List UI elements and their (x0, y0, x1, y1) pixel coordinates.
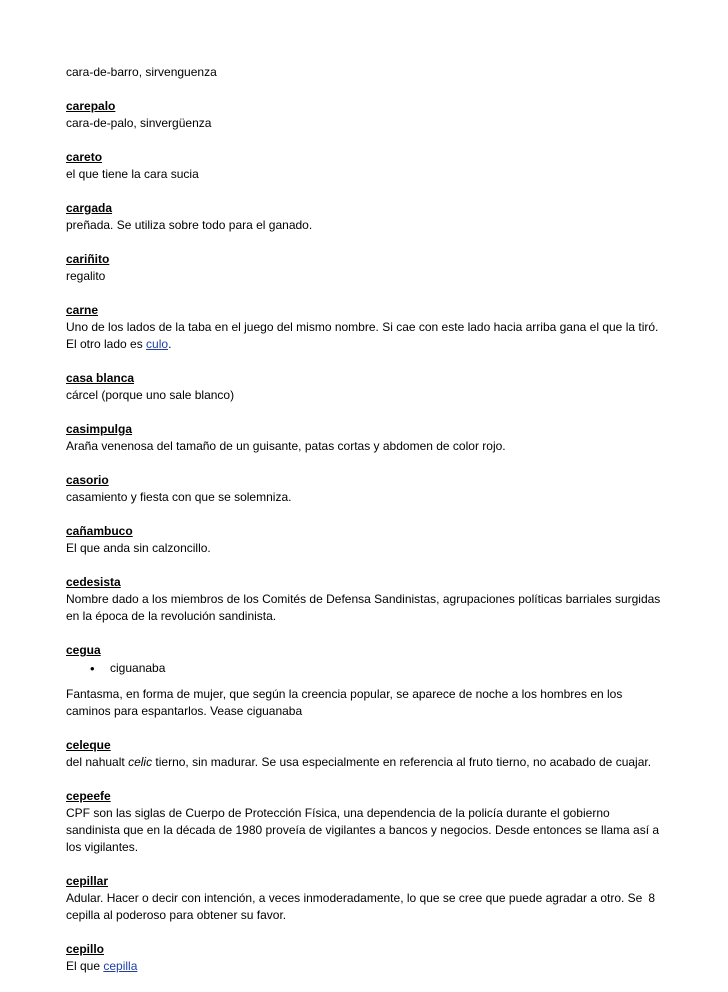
entry-definition: Adular. Hacer o decir con intención, a veces inmoderadamente, lo que se cree que puede agradar a otro. Se cepilla al poderoso para obtener su favor. (66, 891, 643, 922)
entry-cedesista (66, 574, 666, 625)
definition-italic: celic (128, 755, 153, 769)
definition-text: tierno, sin madurar. Se usa especialmente en referencia al fruto tierno, no acabado de cuajar. (152, 755, 652, 769)
entry-term: cepillar (66, 874, 109, 888)
entry-term: casorio (66, 473, 109, 487)
entry-term: cegua (66, 643, 101, 657)
entry-term: careto (66, 150, 103, 164)
entry-term: cariñito (66, 252, 110, 266)
entry-casimpulga (66, 421, 666, 455)
entry-definition: El que anda sin calzoncillo. (66, 541, 211, 555)
entry-canambuco (66, 523, 666, 557)
entry-carne (66, 302, 666, 353)
entry-term: cañambuco (66, 524, 133, 538)
cepilla-link[interactable]: cepilla (103, 959, 138, 973)
entry-term: cepillo (66, 942, 105, 956)
entry-definition: Nombre dado a los miembros de los Comités de Defensa Sandinistas, agrupaciones políticas barriales surgidas en la época de la revolución sandinista. (66, 592, 661, 623)
entry-careto (66, 149, 666, 183)
bullet-icon: • (90, 661, 95, 676)
bullet-item (90, 660, 666, 677)
entry-term: carepalo (66, 99, 116, 113)
entry-casa-blanca (66, 370, 666, 404)
entry-definition: Araña venenosa del tamaño de un guisante, patas cortas y abdomen de color rojo. (66, 439, 506, 453)
entry-definition: casamiento y fiesta con que se solemniza. (66, 490, 292, 504)
entry-casorio (66, 472, 666, 506)
entry-cepeefe (66, 788, 666, 856)
entry-definition: regalito (66, 269, 106, 283)
entry-term: casa blanca (66, 371, 135, 385)
entry-cargada (66, 200, 666, 234)
definition-text: del nahualt (66, 755, 129, 769)
entry-term: carne (66, 303, 99, 317)
entry-definition (66, 754, 666, 771)
intro-line: cara-de-barro, sirvenguenza (66, 65, 217, 79)
entry-definition: preñada. Se utiliza sobre todo para el ganado. (66, 218, 313, 232)
entry-definition: cárcel (porque uno sale blanco) (66, 388, 235, 402)
entry-carinito (66, 251, 666, 285)
entry-term: celeque (66, 738, 111, 752)
definition-text: El que (66, 959, 104, 973)
entry-definition (66, 958, 666, 975)
entry-definition: Uno de los lados de la taba en el juego del mismo nombre. Si cae con este lado hacia arriba gana el que la tiró. (66, 320, 659, 334)
definition-text: . (168, 337, 172, 351)
definition-text: El otro lado es (66, 337, 147, 351)
entry-term: casimpulga (66, 422, 133, 436)
entry-cegua (66, 642, 666, 677)
entry-cepillo (66, 941, 666, 975)
entry-definition: CPF son las siglas de Cuerpo de Protección Física, una dependencia de la policía durante el gobierno sandinista que en la década de 1980 proveía de vigilantes a bancos y negocios. Desde entonces se llama así a los vigilantes. (66, 806, 660, 854)
entry-term: cepeefe (66, 789, 111, 803)
page-number: 8 (648, 891, 655, 905)
entry-cepillar (66, 873, 666, 924)
document-body (66, 64, 666, 992)
entry-definition: el que tiene la cara sucia (66, 167, 199, 181)
entry-definition: cara-de-palo, sinvergüenza (66, 116, 212, 130)
entry-definition-line2 (66, 336, 666, 353)
entry-carepalo (66, 98, 666, 132)
culo-link[interactable]: culo (146, 337, 169, 351)
entry-term: cedesista (66, 575, 121, 589)
bullet-text: ciguanaba (110, 661, 166, 675)
entry-term: cargada (66, 201, 113, 215)
entry-definition: Fantasma, en forma de mujer, que según la creencia popular, se aparece de noche a los hombres en los caminos para espantarlos. Vease ciguanaba (66, 687, 623, 718)
entry-celeque (66, 737, 666, 771)
